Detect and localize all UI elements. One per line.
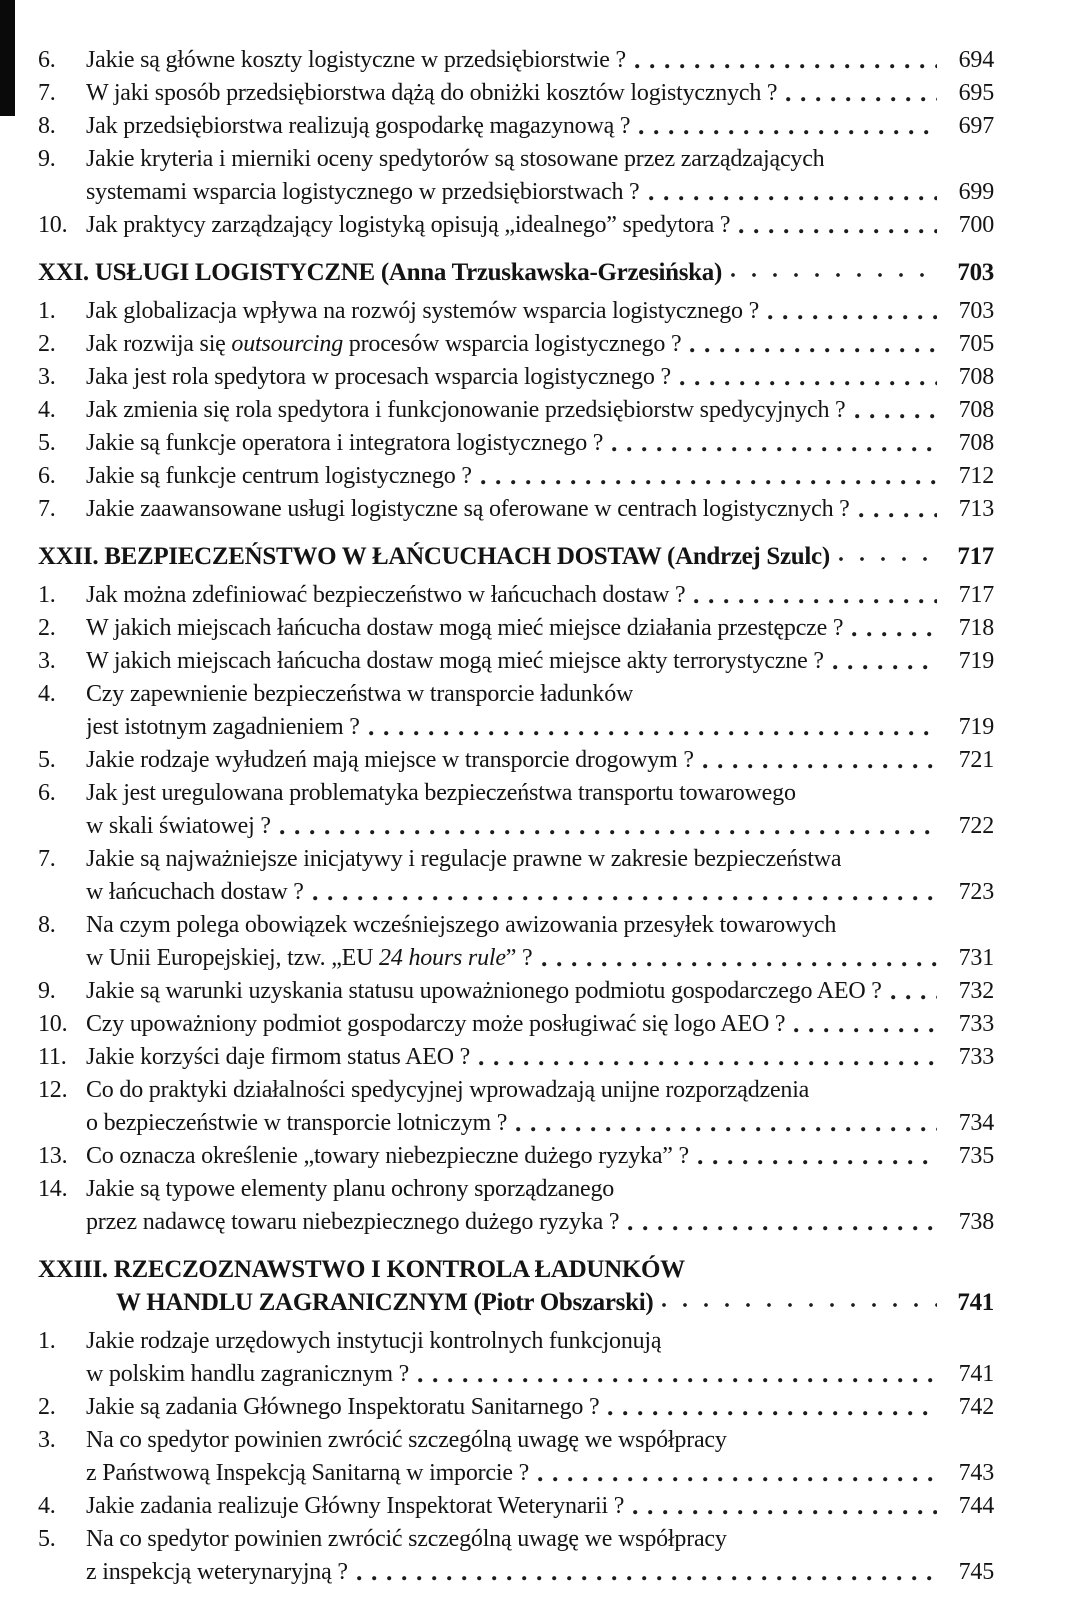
- dot-leader: [280, 810, 937, 843]
- entry-number: 6.: [38, 47, 56, 73]
- dot-leader: [612, 427, 937, 460]
- page-number: 733: [958, 1044, 994, 1070]
- entry-number: 10.: [38, 1011, 68, 1037]
- page-number: 695: [958, 80, 994, 106]
- entry-line: [86, 909, 994, 942]
- dot-leader: [538, 1457, 937, 1490]
- dot-leader: [357, 1556, 937, 1589]
- section-heading: [38, 540, 994, 573]
- entry-line: [86, 843, 994, 876]
- toc-entry: [38, 361, 994, 394]
- entry-line: [86, 44, 994, 77]
- entry-line: [86, 1173, 994, 1206]
- entry-line: [86, 427, 994, 460]
- entry-number: 11.: [38, 1044, 67, 1070]
- entry-text: Jak globalizacja wpływa na rozwój systemów wsparcia logistycznego ?: [86, 298, 760, 324]
- entry-text: Jakie są najważniejsze inicjatywy i regulacje prawne w zakresie bezpieczeństwa: [86, 846, 842, 872]
- dot-leader: [369, 711, 937, 744]
- dot-leader: [839, 540, 937, 573]
- toc-entry: [38, 909, 994, 975]
- dot-leader: [418, 1358, 937, 1391]
- dot-leader: [542, 942, 937, 975]
- dot-leader: [852, 612, 937, 645]
- section-heading-body: [38, 256, 994, 289]
- dot-leader: [516, 1107, 937, 1140]
- section-heading: [38, 256, 994, 289]
- dot-leader: [680, 361, 937, 394]
- entry-text: Jakie korzyści daje firmom status AEO ?: [86, 1044, 471, 1070]
- toc-entry: [38, 1074, 994, 1140]
- toc-entry: [38, 975, 994, 1008]
- dot-leader: [649, 176, 938, 209]
- entry-line: [86, 579, 994, 612]
- toc-section: [38, 256, 994, 526]
- toc-entry: [38, 209, 994, 242]
- page-number: 733: [958, 1011, 994, 1037]
- page-number: 734: [958, 1110, 994, 1136]
- entry-text: systemami wsparcia logistycznego w przedsiębiorstwach ?: [86, 179, 640, 205]
- page-number: 722: [958, 813, 994, 839]
- entry-body: [86, 110, 994, 143]
- entry-text: z Państwową Inspekcją Sanitarną w imporcie ?: [86, 1460, 530, 1486]
- toc-entry: [38, 295, 994, 328]
- entry-body: [86, 1490, 994, 1523]
- entry-number: 7.: [38, 846, 56, 872]
- toc-entry: [38, 143, 994, 209]
- section-heading: [38, 1253, 994, 1319]
- entry-text: w polskim handlu zagranicznym ?: [86, 1361, 410, 1387]
- page-number: 743: [958, 1460, 994, 1486]
- entry-line: [86, 1325, 994, 1358]
- entry-body: [86, 678, 994, 744]
- entry-number: 4.: [38, 397, 56, 423]
- entry-line: [86, 1556, 994, 1589]
- entry-text: Jakie są warunki uzyskania statusu upoważnionego podmiotu gospodarczego AEO ?: [86, 978, 882, 1004]
- entry-text: Jak przedsiębiorstwa realizują gospodarkę magazynową ?: [86, 113, 631, 139]
- page-number: 708: [958, 397, 994, 423]
- heading-line: [38, 256, 994, 289]
- entry-text: W jaki sposób przedsiębiorstwa dążą do obniżki kosztów logistycznych ?: [86, 80, 778, 106]
- entry-line: [86, 1008, 994, 1041]
- scan-artifact-bar: [0, 0, 15, 116]
- entry-line: [86, 1041, 994, 1074]
- entry-number: 5.: [38, 747, 56, 773]
- entry-number: 9.: [38, 978, 56, 1004]
- dot-leader: [690, 328, 937, 361]
- toc-entry: [38, 1424, 994, 1490]
- dot-leader: [481, 460, 937, 493]
- entry-line: [86, 645, 994, 678]
- entry-body: [86, 1424, 994, 1490]
- dot-leader: [608, 1391, 937, 1424]
- entry-text: Jakie zadania realizuje Główny Inspektorat Weterynarii ?: [86, 1493, 625, 1519]
- dot-leader: [833, 645, 937, 678]
- entry-line: [86, 1523, 994, 1556]
- section-heading-body: [38, 540, 994, 573]
- entry-number: 1.: [38, 582, 56, 608]
- entry-body: [86, 843, 994, 909]
- entry-line: [86, 394, 994, 427]
- entry-body: [86, 295, 994, 328]
- entry-text: przez nadawcę towaru niebezpiecznego dużego ryzyka ?: [86, 1209, 620, 1235]
- page-number: 741: [958, 1361, 994, 1387]
- entry-text: Jak można zdefiniować bezpieczeństwo w łańcuchach dostaw ?: [86, 582, 686, 608]
- page-number: 738: [958, 1209, 994, 1235]
- entry-number: 5.: [38, 430, 56, 456]
- toc-entry: [38, 493, 994, 526]
- entry-text: Czy zapewnienie bezpieczeństwa w transporcie ładunków: [86, 681, 634, 707]
- entry-text: Jakie są funkcje operatora i integratora logistycznego ?: [86, 430, 604, 456]
- entry-body: [86, 427, 994, 460]
- entry-body: [86, 975, 994, 1008]
- entry-text: Na co spedytor powinien zwrócić szczególną uwagę we współpracy: [86, 1427, 727, 1453]
- entry-line: [86, 1358, 994, 1391]
- entry-body: [86, 394, 994, 427]
- entry-text: Czy upoważniony podmiot gospodarczy może posługiwać się logo AEO ?: [86, 1011, 786, 1037]
- section-heading-text: XXIII. RZECZOZNAWSTWO I KONTROLA ŁADUNKÓW: [38, 1256, 685, 1283]
- entry-number: 8.: [38, 113, 56, 139]
- toc-entry: [38, 1325, 994, 1391]
- dot-leader: [628, 1206, 937, 1239]
- entry-text: Jakie są funkcje centrum logistycznego ?: [86, 463, 472, 489]
- entry-number: 14.: [38, 1176, 68, 1202]
- page-number: 712: [958, 463, 994, 489]
- page-number: 735: [958, 1143, 994, 1169]
- page-number: 719: [958, 648, 994, 674]
- toc-content: [38, 44, 994, 1589]
- entry-body: [86, 44, 994, 77]
- entry-body: [86, 328, 994, 361]
- entry-line: [86, 975, 994, 1008]
- entry-line: [86, 1424, 994, 1457]
- toc-entry: [38, 645, 994, 678]
- entry-number: 9.: [38, 146, 56, 172]
- entry-line: [86, 110, 994, 143]
- entry-line: [86, 143, 994, 176]
- entry-line: [86, 1074, 994, 1107]
- entry-text: Co oznacza określenie „towary niebezpieczne dużego ryzyka” ?: [86, 1143, 690, 1169]
- entry-text: Jak praktycy zarządzający logistyką opisują „idealnego” spedytora ?: [86, 212, 731, 238]
- dot-leader: [739, 209, 937, 242]
- toc-entry: [38, 427, 994, 460]
- dot-leader: [662, 1286, 937, 1319]
- entry-number: 2.: [38, 615, 56, 641]
- entry-body: [86, 645, 994, 678]
- entry-body: [86, 1140, 994, 1173]
- entry-text: Jak rozwija się outsourcing procesów wsparcia logistycznego ?: [86, 331, 682, 357]
- page-number: 708: [958, 364, 994, 390]
- entry-line: [86, 810, 994, 843]
- dot-leader: [703, 744, 937, 777]
- entry-body: [86, 612, 994, 645]
- entry-text: w skali światowej ?: [86, 813, 271, 839]
- toc-entry: [38, 1490, 994, 1523]
- entry-body: [86, 1391, 994, 1424]
- page-number: 719: [958, 714, 994, 740]
- toc-entry: [38, 612, 994, 645]
- entry-line: [86, 711, 994, 744]
- dot-leader: [635, 44, 937, 77]
- entry-text: Jakie zaawansowane usługi logistyczne są oferowane w centrach logistycznych ?: [86, 496, 850, 522]
- entry-text: Jak zmienia się rola spedytora i funkcjonowanie przedsiębiorstw spedycyjnych ?: [86, 397, 846, 423]
- toc-entry: [38, 1140, 994, 1173]
- page-number: 697: [958, 113, 994, 139]
- page-number: 732: [958, 978, 994, 1004]
- entry-line: [86, 678, 994, 711]
- section-heading-text: XXI. USŁUGI LOGISTYCZNE (Anna Trzuskawska-Grzesińska): [38, 259, 723, 286]
- page-number: 742: [958, 1394, 994, 1420]
- entry-body: [86, 1008, 994, 1041]
- entry-text: Jakie są typowe elementy planu ochrony sporządzanego: [86, 1176, 615, 1202]
- entry-line: [86, 295, 994, 328]
- page-number: 694: [958, 47, 994, 73]
- dot-leader: [794, 1008, 937, 1041]
- entry-line: [86, 1140, 994, 1173]
- entry-number: 3.: [38, 1427, 56, 1453]
- dot-leader: [639, 110, 937, 143]
- dot-leader: [786, 77, 937, 110]
- entry-line: [86, 777, 994, 810]
- entry-text: jest istotnym zagadnieniem ?: [86, 714, 360, 740]
- entry-line: [86, 361, 994, 394]
- entry-body: [86, 1074, 994, 1140]
- toc-entry: [38, 843, 994, 909]
- toc-entry: [38, 460, 994, 493]
- entry-text: W jakich miejscach łańcucha dostaw mogą mieć miejsce działania przestępcze ?: [86, 615, 844, 641]
- page-number: 717: [957, 543, 994, 570]
- entry-text: Jakie są główne koszty logistyczne w przedsiębiorstwie ?: [86, 47, 626, 73]
- page-number: 723: [958, 879, 994, 905]
- toc-entry: [38, 678, 994, 744]
- dot-leader: [313, 876, 937, 909]
- toc-section: [38, 1253, 994, 1589]
- entry-number: 10.: [38, 212, 68, 238]
- toc-section: [38, 540, 994, 1239]
- entry-text: w łańcuchach dostaw ?: [86, 879, 304, 905]
- toc-entry: [38, 1391, 994, 1424]
- entry-text: Co do praktyki działalności spedycyjnej wprowadzają unijne rozporządzenia: [86, 1077, 810, 1103]
- toc-entry: [38, 110, 994, 143]
- page-number: 721: [958, 747, 994, 773]
- section-heading-text: XXII. BEZPIECZEŃSTWO W ŁAŃCUCHACH DOSTAW (Andrzej Szulc): [38, 543, 830, 570]
- entry-line: [86, 744, 994, 777]
- entry-body: [86, 579, 994, 612]
- page-number: 699: [958, 179, 994, 205]
- entry-number: 2.: [38, 1394, 56, 1420]
- section-heading-body: [38, 1253, 994, 1319]
- entry-text: Jaka jest rola spedytora w procesach wsparcia logistycznego ?: [86, 364, 671, 390]
- toc-entry: [38, 1523, 994, 1589]
- dot-leader: [479, 1041, 937, 1074]
- entry-text: Jak jest uregulowana problematyka bezpieczeństwa transportu towarowego: [86, 780, 796, 806]
- dot-leader: [891, 975, 937, 1008]
- entry-body: [86, 1523, 994, 1589]
- entry-text: w Unii Europejskiej, tzw. „EU 24 hours rule” ?: [86, 945, 533, 971]
- dot-leader: [633, 1490, 937, 1523]
- entry-line: [86, 176, 994, 209]
- entry-line: [86, 1457, 994, 1490]
- toc-entry: [38, 328, 994, 361]
- entry-text: W jakich miejscach łańcucha dostaw mogą mieć miejsce akty terrorystyczne ?: [86, 648, 824, 674]
- entry-number: 13.: [38, 1143, 68, 1169]
- page-number: 708: [958, 430, 994, 456]
- entry-number: 1.: [38, 1328, 56, 1354]
- entry-body: [86, 143, 994, 209]
- entry-body: [86, 209, 994, 242]
- entry-number: 4.: [38, 681, 56, 707]
- toc-entry: [38, 77, 994, 110]
- heading-line: [38, 1253, 994, 1286]
- entry-body: [86, 493, 994, 526]
- entry-number: 12.: [38, 1077, 68, 1103]
- entry-line: [86, 612, 994, 645]
- heading-line: [38, 540, 994, 573]
- page-number: 744: [958, 1493, 994, 1519]
- entry-text: Jakie są zadania Głównego Inspektoratu Sanitarnego ?: [86, 1394, 600, 1420]
- dot-leader: [768, 295, 937, 328]
- toc-entry: [38, 777, 994, 843]
- entry-line: [86, 1107, 994, 1140]
- entry-number: 7.: [38, 80, 56, 106]
- entry-line: [86, 328, 994, 361]
- page-number: 700: [958, 212, 994, 238]
- entry-line: [86, 460, 994, 493]
- entry-text: Jakie rodzaje wyłudzeń mają miejsce w transporcie drogowym ?: [86, 747, 694, 773]
- entry-line: [86, 77, 994, 110]
- entry-body: [86, 77, 994, 110]
- entry-body: [86, 744, 994, 777]
- entry-text: z inspekcją weterynaryjną ?: [86, 1559, 348, 1585]
- section-heading-text: W HANDLU ZAGRANICZNYM (Piotr Obszarski): [116, 1289, 654, 1316]
- entry-number: 8.: [38, 912, 56, 938]
- entry-line: [86, 209, 994, 242]
- entry-number: 7.: [38, 496, 56, 522]
- dot-leader: [694, 579, 937, 612]
- page-number: 745: [958, 1559, 994, 1585]
- entry-body: [86, 1173, 994, 1239]
- entry-line: [86, 1490, 994, 1523]
- page-number: 703: [958, 298, 994, 324]
- entry-number: 6.: [38, 463, 56, 489]
- page-number: 717: [958, 582, 994, 608]
- dot-leader: [859, 493, 937, 526]
- page-number: 718: [958, 615, 994, 641]
- entry-number: 5.: [38, 1526, 56, 1552]
- dot-leader: [731, 256, 937, 289]
- page-number: 705: [958, 331, 994, 357]
- page-number: 731: [958, 945, 994, 971]
- toc-entry: [38, 1008, 994, 1041]
- toc-entry: [38, 1041, 994, 1074]
- dot-leader: [855, 394, 938, 427]
- entry-line: [86, 876, 994, 909]
- heading-line: [38, 1286, 994, 1319]
- toc-entry: [38, 394, 994, 427]
- entry-number: 4.: [38, 1493, 56, 1519]
- entry-number: 3.: [38, 648, 56, 674]
- page-number: 713: [958, 496, 994, 522]
- entry-number: 2.: [38, 331, 56, 357]
- entry-text: Jakie kryteria i mierniki oceny spedytorów są stosowane przez zarządzających: [86, 146, 825, 172]
- entry-text: o bezpieczeństwie w transporcie lotniczym ?: [86, 1110, 508, 1136]
- toc-entry: [38, 744, 994, 777]
- page-number: 741: [957, 1289, 994, 1316]
- entry-body: [86, 460, 994, 493]
- entry-body: [86, 1325, 994, 1391]
- entry-number: 1.: [38, 298, 56, 324]
- entry-body: [86, 909, 994, 975]
- entry-line: [86, 1206, 994, 1239]
- toc-section: [38, 44, 994, 242]
- entry-line: [86, 942, 994, 975]
- entry-text: Jakie rodzaje urzędowych instytucji kontrolnych funkcjonują: [86, 1328, 662, 1354]
- toc-entry: [38, 579, 994, 612]
- page-number: 703: [957, 259, 994, 286]
- entry-body: [86, 361, 994, 394]
- toc-entry: [38, 44, 994, 77]
- entry-body: [86, 1041, 994, 1074]
- entry-body: [86, 777, 994, 843]
- entry-line: [86, 1391, 994, 1424]
- entry-text: Na co spedytor powinien zwrócić szczególną uwagę we współpracy: [86, 1526, 727, 1552]
- entry-text: Na czym polega obowiązek wcześniejszego awizowania przesyłek towarowych: [86, 912, 837, 938]
- entry-number: 6.: [38, 780, 56, 806]
- entry-line: [86, 493, 994, 526]
- toc-entry: [38, 1173, 994, 1239]
- dot-leader: [698, 1140, 937, 1173]
- entry-number: 3.: [38, 364, 56, 390]
